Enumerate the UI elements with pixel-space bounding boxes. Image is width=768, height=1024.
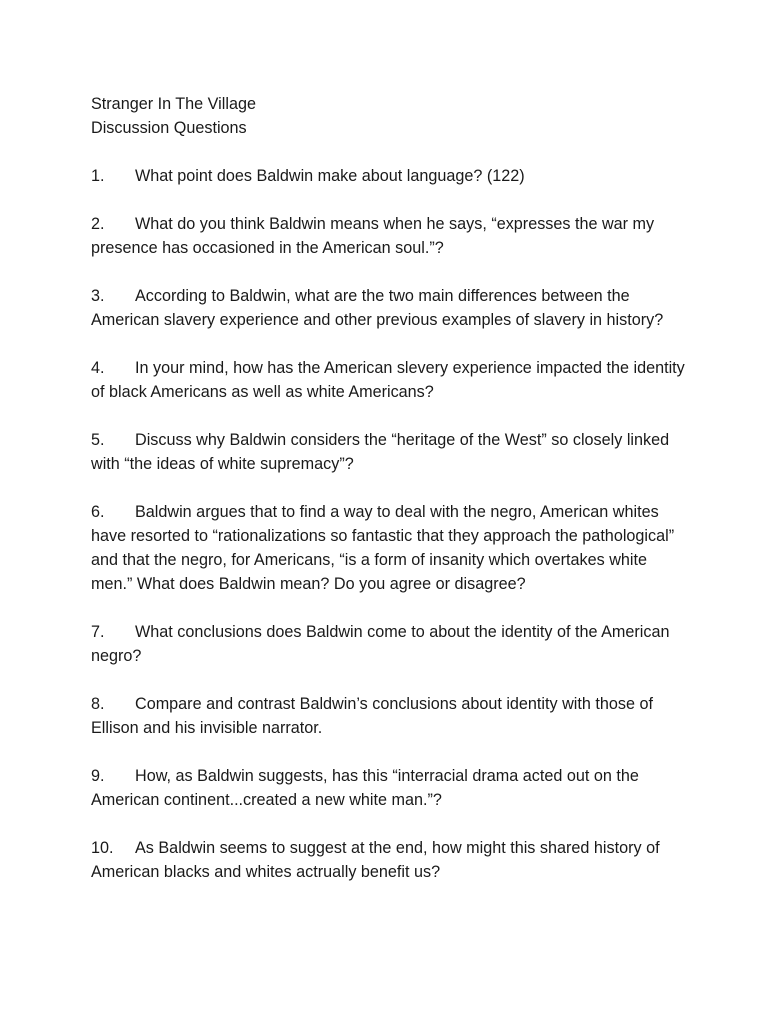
document-subtitle: Discussion Questions: [91, 119, 247, 137]
question-text: According to Baldwin, what are the two main differences between the American slavery experience and other previous examples of slavery in history?: [91, 287, 664, 329]
question-number: 10.: [91, 839, 114, 857]
question-number: 6.: [91, 503, 105, 521]
question-text: Compare and contrast Baldwin’s conclusions about identity with those of Ellison and his invisible narrator.: [91, 695, 653, 737]
question-number: 3.: [91, 287, 105, 305]
question-text: How, as Baldwin suggests, has this “interracial drama acted out on the American continent...created a new white man.”?: [91, 767, 639, 809]
question-item: [91, 164, 691, 188]
question-number: 8.: [91, 695, 105, 713]
document-content: [91, 92, 691, 884]
question-text: In your mind, how has the American slevery experience impacted the identity of black Americans as well as white Americans?: [91, 359, 685, 401]
question-item: [91, 428, 691, 476]
question-number: 4.: [91, 359, 105, 377]
question-text: Discuss why Baldwin considers the “heritage of the West” so closely linked with “the ideas of white supremacy”?: [91, 431, 670, 473]
question-number: 7.: [91, 623, 105, 641]
question-number: 9.: [91, 767, 105, 785]
question-item: [91, 836, 691, 884]
document-title: Stranger In The Village: [91, 95, 256, 113]
question-item: [91, 692, 691, 740]
question-number: 2.: [91, 215, 105, 233]
question-item: [91, 212, 691, 260]
question-text: What conclusions does Baldwin come to about the identity of the American negro?: [91, 623, 670, 665]
question-text: What do you think Baldwin means when he says, “expresses the war my presence has occasioned in the American soul.”?: [91, 215, 655, 257]
question-number: 1.: [91, 167, 105, 185]
question-number: 5.: [91, 431, 105, 449]
question-item: [91, 500, 691, 596]
question-item: [91, 620, 691, 668]
question-text: As Baldwin seems to suggest at the end, how might this shared history of American blacks and whites actrually benefit us?: [91, 839, 660, 881]
question-item: [91, 356, 691, 404]
question-text: What point does Baldwin make about language? (122): [135, 167, 525, 185]
question-item: [91, 764, 691, 812]
question-item: [91, 284, 691, 332]
question-text: Baldwin argues that to find a way to deal with the negro, American whites have resorted to “rationalizations so fantastic that they approach the pathological” and that the negro, for Americans, “is a form of insanity which overtakes white men.” What does Baldwin mean? Do you agree or disagree?: [91, 503, 675, 593]
